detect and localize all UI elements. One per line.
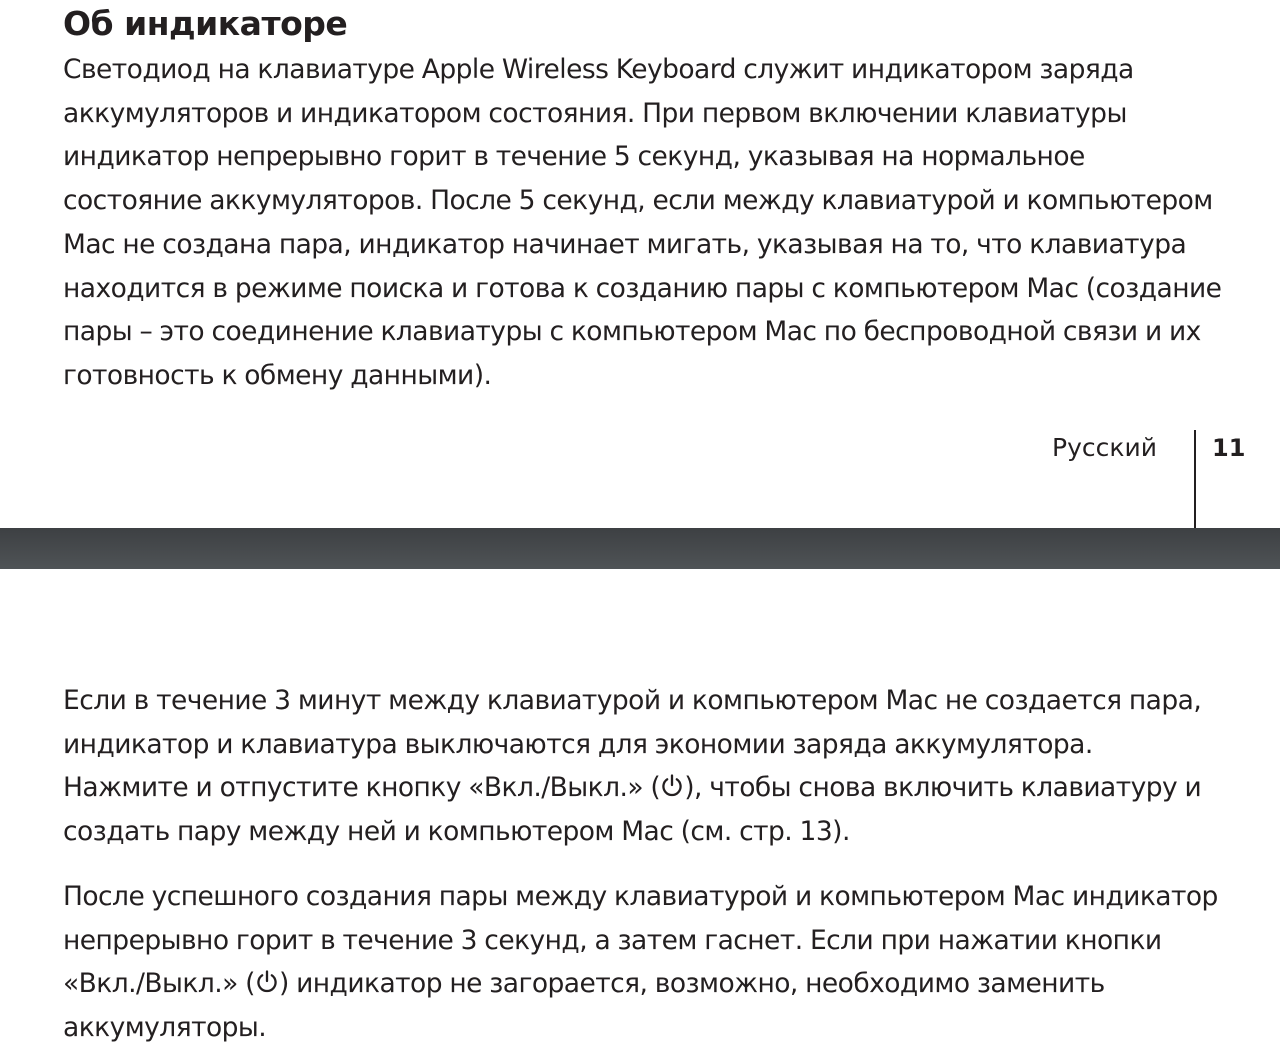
pairing-timeout-paragraph — [63, 679, 1223, 854]
paragraph-text: После успешного создания пары между клавиатурой и компьютером Mac индикатор непрерывно горит в течение 3 секунд, а затем гаснет. Если при нажатии кнопки «Вкл./Выкл.» ( — [63, 881, 1218, 1000]
indicator-description-paragraph: Светодиод на клавиатуре Apple Wireless Keyboard служит индикатором заряда аккумуляторов и индикатором состояния. При первом включении клавиатуры индикатор непрерывно горит в течение 5 секунд, указывая на нормальное состояние аккумуляторов. После 5 секунд, если между клавиатурой и компьютером Mac не создана пара, индикатор начинает мигать, указывая на то, что клавиатура находится в режиме поиска и готова к созданию пары с компьютером Mac (создание пары – это соединение клавиатуры с компьютером Mac по беспроводной связи и их готовность к обмену данными). — [63, 54, 1222, 391]
paragraph-text: Если в течение 3 минут между клавиатурой и компьютером Mac не создается пара, индикатор и клавиатура выключаются для экономии заряда аккумулятора. Нажмите и отпустите кнопку «Вкл./Выкл.» ( — [63, 685, 1202, 804]
section-heading: Об индикаторе — [63, 4, 348, 43]
power-icon — [255, 969, 279, 995]
page-number: 11 — [1212, 434, 1246, 462]
paragraph-text: ), чтобы снова включить клавиатуру и создать пару между ней и компьютером Mac (см. стр. 13). — [63, 772, 1202, 848]
page-separator — [0, 528, 1280, 569]
power-icon — [660, 773, 684, 799]
footer-divider — [1194, 430, 1196, 528]
paragraph-text: ) индикатор не загорается, возможно, необходимо заменить аккумуляторы. — [63, 968, 1105, 1044]
pairing-success-paragraph — [63, 875, 1223, 1050]
footer-language: Русский — [1052, 433, 1157, 462]
